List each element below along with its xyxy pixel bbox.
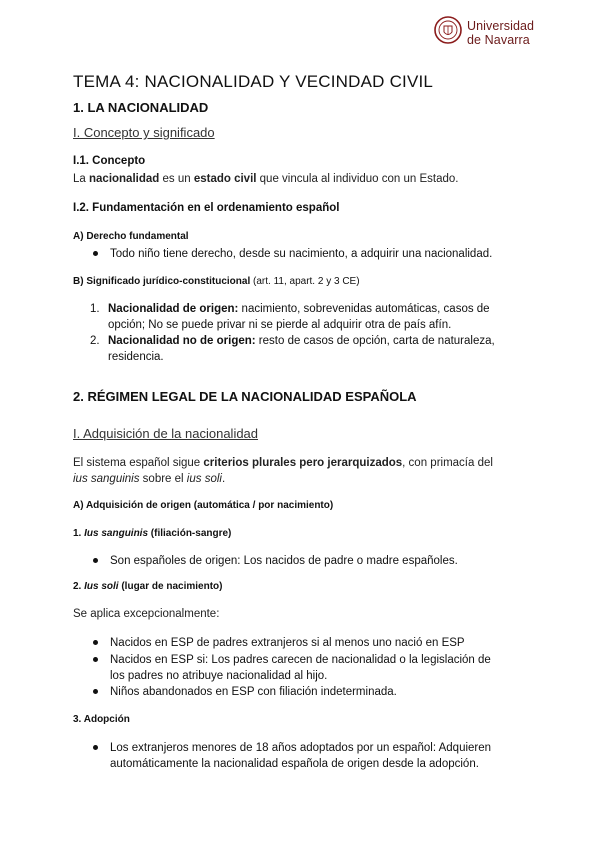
logo-line-1: Universidad: [467, 19, 535, 33]
list-item: [93, 553, 533, 569]
significado-heading-bold: B) Significado jurídico-constitucional: [73, 276, 251, 287]
item-text: nacimiento, sobrevenidas automáticas, casos de: [238, 303, 490, 315]
list-item-line: Nacidos en ESP si: Los padres carecen de nacionalidad o la legislación de: [110, 654, 491, 666]
numbered-item-text: [90, 333, 533, 365]
section-2-subheading: I. Adquisición de la nacionalidad: [73, 426, 259, 441]
adquisicion-origen-heading: A) Adquisición de origen (automática / por nacimiento): [73, 500, 334, 511]
intro-part: El sistema español sigue: [73, 457, 204, 469]
bullet-icon: [93, 640, 98, 645]
item-number: 2.: [90, 335, 100, 347]
list-item-text: Son españoles de origen: Los nacidos de padre o madre españoles.: [110, 555, 458, 567]
heading-number: 2.: [73, 581, 85, 592]
list-item-text: Todo niño tiene derecho, desde su nacimiento, a adquirir una nacionalidad.: [110, 248, 493, 260]
numbered-item: [90, 301, 533, 333]
list-item-text: [93, 740, 533, 772]
logo-line-2: de Navarra: [467, 33, 530, 47]
list-item-text: Niños abandonados en ESP con filiación indeterminada.: [110, 686, 397, 698]
heading-term: Ius sanguinis: [84, 528, 149, 539]
section-2-heading: 2. RÉGIMEN LEGAL DE LA NACIONALIDAD ESPAÑOLA: [73, 389, 417, 404]
item-term: Nacionalidad de origen:: [108, 303, 239, 315]
bullet-icon: [93, 251, 98, 256]
concept-term-estado-civil: estado civil: [193, 173, 257, 185]
intro-part: , con primacía del: [402, 457, 493, 469]
list-item: [93, 635, 533, 651]
ius-sanguinis-heading: [73, 528, 231, 539]
list-item: [93, 684, 533, 700]
intro-part: .: [221, 473, 226, 485]
sistema-intro-text: [73, 455, 533, 487]
list-item: [93, 652, 533, 684]
significado-heading: [73, 276, 360, 287]
fundamentacion-heading: I.2. Fundamentación en el ordenamiento español: [73, 202, 340, 214]
numbered-item: [90, 333, 533, 365]
concept-text-part: La: [73, 173, 89, 185]
list-item-text: Nacidos en ESP de padres extranjeros si al menos uno nació en ESP: [110, 637, 465, 649]
significado-heading-ref: (art. 11, apart. 2 y 3 CE): [250, 276, 360, 287]
concept-term-nacionalidad: nacionalidad: [89, 173, 160, 185]
bullet-icon: [93, 558, 98, 563]
university-seal-icon: [433, 10, 463, 50]
soli-intro-text: Se aplica excepcionalmente:: [73, 608, 220, 620]
numbered-item-text: [90, 301, 533, 333]
intro-part: sobre el: [139, 473, 187, 485]
section-1-subheading: I. Concepto y significado: [73, 125, 215, 140]
item-text-cont: residencia.: [108, 351, 164, 363]
concept-text-part: que vincula al individuo con un Estado.: [256, 173, 459, 185]
heading-rest: (filiación-sangre): [148, 528, 232, 539]
item-text-cont: opción; No se puede privar ni se pierde al adquirir otra de país afín.: [108, 319, 452, 331]
intro-ius-sanguinis: ius sanguinis: [73, 473, 140, 485]
bullet-icon: [93, 657, 98, 662]
concept-heading: I.1. Concepto: [73, 155, 146, 167]
adopcion-heading: 3. Adopción: [73, 714, 130, 725]
bullet-icon: [93, 689, 98, 694]
derecho-fundamental-heading: A) Derecho fundamental: [73, 231, 189, 242]
list-item-line: automáticamente la nacionalidad española de origen desde la adopción.: [110, 758, 479, 770]
intro-ius-soli: ius soli: [186, 473, 222, 485]
heading-term: Ius soli: [84, 581, 119, 592]
section-1-heading: 1. LA NACIONALIDAD: [73, 100, 209, 115]
list-item-line: Los extranjeros menores de 18 años adoptados por un español: Adquieren: [110, 742, 492, 754]
item-number: 1.: [90, 303, 100, 315]
university-logo: [433, 10, 533, 54]
bullet-icon: [93, 745, 98, 750]
item-term: Nacionalidad no de origen:: [108, 335, 256, 347]
list-item: [93, 246, 533, 262]
list-item-text: [93, 652, 533, 684]
concept-text: [73, 171, 459, 187]
heading-rest: (lugar de nacimiento): [118, 581, 223, 592]
item-text: resto de casos de opción, carta de naturaleza,: [255, 335, 495, 347]
heading-number: 1.: [73, 528, 85, 539]
logo-text: [467, 19, 534, 47]
list-item-line: los padres no atribuye nacionalidad al hijo.: [110, 670, 328, 682]
list-item: [93, 740, 533, 772]
intro-term: criterios plurales pero jerarquizados: [203, 457, 403, 469]
ius-soli-heading: [73, 581, 222, 592]
concept-text-part: es un: [159, 173, 194, 185]
document-title: TEMA 4: NACIONALIDAD Y VECINDAD CIVIL: [73, 72, 434, 91]
